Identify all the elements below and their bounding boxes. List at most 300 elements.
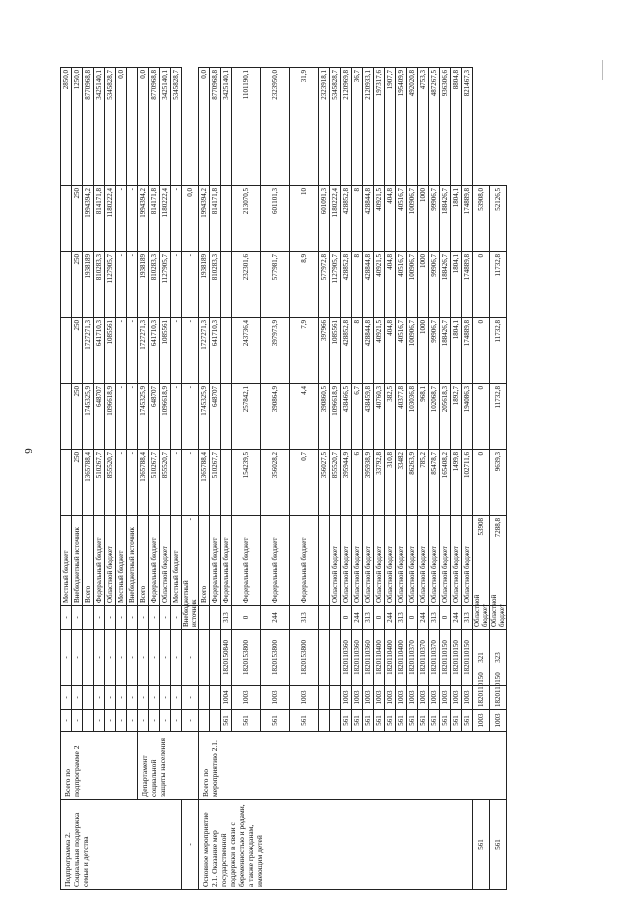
target-article-cell xyxy=(210,630,221,686)
expense-type-cell: - xyxy=(127,606,138,630)
year2-cell: 1096618,9 xyxy=(160,384,171,450)
year2-cell: 1892,7 xyxy=(451,384,462,450)
section-cell: - xyxy=(182,710,199,732)
year3-cell: - xyxy=(116,318,127,384)
year5-cell: 11732,8 xyxy=(490,252,507,318)
funding-source-cell: Внебюджетный источник xyxy=(72,516,83,606)
section-cell: 1003 xyxy=(290,686,319,710)
year3-cell: 8 xyxy=(352,318,363,384)
grbs-cell: - xyxy=(182,800,199,890)
section-cell: - xyxy=(127,686,138,710)
year4-cell: 232301,6 xyxy=(232,252,261,318)
year4-cell: - xyxy=(171,252,182,318)
year2-cell: 390860,5 xyxy=(319,384,330,450)
year1-cell: 1365788,4 xyxy=(138,450,149,516)
grbs-cell: 561 xyxy=(429,710,440,732)
section-cell: - xyxy=(160,686,171,710)
year1-cell: - xyxy=(171,450,182,516)
section-cell: - xyxy=(105,686,116,710)
target-article-cell: - xyxy=(149,630,160,686)
grbs-cell: 561 xyxy=(232,710,261,732)
year5-cell: 40921,5 xyxy=(374,186,385,252)
year4-cell: 1938189 xyxy=(138,252,149,318)
year3-cell: 1000 xyxy=(418,318,429,384)
funding-source-cell: Всего xyxy=(83,516,94,606)
year1-cell: - xyxy=(127,450,138,516)
year5-cell: - xyxy=(171,186,182,252)
expense-type-cell: 313 xyxy=(429,606,440,630)
year1-cell: 250 xyxy=(72,450,83,516)
year5-cell: 1180222,4 xyxy=(160,186,171,252)
total-cell xyxy=(127,68,138,186)
total-cell: 0,0 xyxy=(199,68,210,186)
funding-source-cell: Федеральный бюджет xyxy=(221,516,232,606)
year2-cell: 257842,1 xyxy=(232,384,261,450)
grbs-cell: 561 xyxy=(374,710,385,732)
year2-cell: 40760,3 xyxy=(374,384,385,450)
section-cell xyxy=(83,686,94,710)
year1-cell: 510267,7 xyxy=(149,450,160,516)
year5-cell: 8 xyxy=(352,186,363,252)
expense-type-cell xyxy=(199,606,210,630)
year5-cell: 99906,7 xyxy=(429,186,440,252)
executor-name-cell: Всего по мероприятию 2.1. xyxy=(199,732,507,800)
year4-cell: 810283,3 xyxy=(94,252,105,318)
total-cell: 492020,8 xyxy=(407,68,418,186)
year2-cell: 40377,8 xyxy=(396,384,407,450)
expense-type-cell: 244 xyxy=(385,606,396,630)
year2-cell: 194086,3 xyxy=(462,384,473,450)
year1-cell: 1499,8 xyxy=(451,450,462,516)
year1-cell: 855520,7 xyxy=(105,450,116,516)
year5-cell: 1804,1 xyxy=(451,186,462,252)
target-article-cell: - xyxy=(138,630,149,686)
funding-source-cell: Федеральный бюджет xyxy=(290,516,319,606)
year2-cell: 1096618,9 xyxy=(105,384,116,450)
total-cell: 0,0 xyxy=(182,186,199,252)
funding-source-cell: Областной бюджет xyxy=(396,516,407,606)
funding-source-cell: Местный бюджет xyxy=(171,516,182,606)
section-cell: 1003 xyxy=(352,686,363,710)
year5-cell: 10 xyxy=(290,186,319,252)
funding-source-cell: Областной бюджет xyxy=(341,516,352,606)
section-cell: - xyxy=(171,686,182,710)
funding-source-cell: Областной бюджет xyxy=(451,516,462,606)
total-cell: 1907,7 xyxy=(385,68,396,186)
expense-type-cell: - xyxy=(72,606,83,630)
expense-type-cell: 0 xyxy=(374,606,385,630)
target-article-cell: - xyxy=(105,630,116,686)
total-cell: 8770968,8 xyxy=(210,68,221,186)
year2-cell: 250 xyxy=(72,384,83,450)
target-article-cell: 1820110360 xyxy=(341,630,352,686)
expense-type-cell: - xyxy=(61,606,72,630)
year1-cell: 86263,9 xyxy=(407,450,418,516)
year1-cell: 102711,6 xyxy=(462,450,473,516)
year2-cell: 1096618,9 xyxy=(330,384,341,450)
total-cell: 197317,6 xyxy=(374,68,385,186)
funding-source-cell: Областной бюджет xyxy=(473,606,490,630)
section-cell: - xyxy=(138,686,149,710)
grbs-cell: - xyxy=(171,710,182,732)
year4-cell: 1127905,7 xyxy=(160,252,171,318)
funding-source-cell: Областной бюджет xyxy=(330,516,341,606)
section-cell: 1003 xyxy=(462,686,473,710)
year2-cell: 1745325,9 xyxy=(83,384,94,450)
grbs-cell: - xyxy=(138,710,149,732)
year4-cell: - xyxy=(127,252,138,318)
section-cell: 1003 xyxy=(440,686,451,710)
expense-type-cell: 0 xyxy=(341,606,352,630)
expense-type-cell: - xyxy=(171,606,182,630)
year1-cell: 1365788,4 xyxy=(199,450,210,516)
year2-cell: 1745325,9 xyxy=(199,384,210,450)
target-article-cell: 1820110400 xyxy=(396,630,407,686)
grbs-cell: 561 xyxy=(221,710,232,732)
total-cell: 31,9 xyxy=(290,68,319,186)
year4-cell: 1938189 xyxy=(199,252,210,318)
year3-cell: 1727271,3 xyxy=(199,318,210,384)
year5-cell: 814171,8 xyxy=(210,186,221,252)
target-article-cell: - xyxy=(182,686,199,710)
target-article-cell: 1820110370 xyxy=(407,630,418,686)
grbs-cell: 561 xyxy=(352,710,363,732)
grbs-cell xyxy=(83,710,94,732)
year3-cell: - xyxy=(127,318,138,384)
year2-cell: 103036,8 xyxy=(407,384,418,450)
target-article-cell: 1820110360 xyxy=(363,630,374,686)
section-cell: 1003 xyxy=(363,686,374,710)
funding-source-cell: Областной бюджет xyxy=(352,516,363,606)
target-article-cell: 1820110150 xyxy=(473,686,490,710)
expense-type-cell: 244 xyxy=(352,606,363,630)
year3-cell: - xyxy=(182,384,199,450)
year2-cell: 390864,9 xyxy=(261,384,290,450)
expense-type-cell: 313 xyxy=(396,606,407,630)
year5-cell: 1994394,2 xyxy=(138,186,149,252)
total-cell: 821467,3 xyxy=(462,68,473,186)
grbs-cell: 561 xyxy=(396,710,407,732)
year1-cell: 356028,2 xyxy=(261,450,290,516)
total-cell: 5345828,7 xyxy=(105,68,116,186)
expense-type-cell: 313 xyxy=(290,606,319,630)
expense-type-cell: 321 xyxy=(473,630,490,686)
rotated-table-layer xyxy=(60,68,580,890)
year5-cell: - xyxy=(127,186,138,252)
grbs-cell: - xyxy=(94,710,105,732)
section-cell: 1003 xyxy=(396,686,407,710)
year4-cell: 1127905,7 xyxy=(105,252,116,318)
year2-cell: - xyxy=(127,384,138,450)
year1-cell: 6 xyxy=(352,450,363,516)
year4-cell xyxy=(61,252,72,318)
target-article-cell: 1820153800 xyxy=(290,630,319,686)
expense-type-cell xyxy=(330,606,341,630)
year3-cell: 428852,8 xyxy=(341,318,352,384)
year5-cell: 1180222,4 xyxy=(105,186,116,252)
expense-type-cell: - xyxy=(182,630,199,686)
target-article-cell: - xyxy=(72,630,83,686)
year3-cell: 641710,3 xyxy=(149,318,160,384)
funding-source-cell: Всего xyxy=(138,516,149,606)
grbs-cell: 561 xyxy=(451,710,462,732)
year4-cell: 8 xyxy=(352,252,363,318)
target-article-cell: - xyxy=(61,630,72,686)
section-cell: 1003 xyxy=(490,710,507,732)
target-article-cell: - xyxy=(116,630,127,686)
target-article-cell: 1820110400 xyxy=(374,630,385,686)
year2-cell: 648707 xyxy=(210,384,221,450)
year2-cell: 102068,7 xyxy=(429,384,440,450)
year5-cell: 814171,8 xyxy=(94,186,105,252)
target-article-cell xyxy=(199,630,210,686)
section-cell: - xyxy=(116,686,127,710)
section-cell: 1003 xyxy=(473,710,490,732)
grbs-cell: 561 xyxy=(385,710,396,732)
grbs-cell: 561 xyxy=(341,710,352,732)
year3-cell: 11732,8 xyxy=(490,384,507,450)
grbs-cell: 561 xyxy=(490,800,507,890)
funding-source-cell: Федеральный бюджет xyxy=(210,516,221,606)
total-cell: 1101190,1 xyxy=(232,68,261,186)
year5-cell: 428844,8 xyxy=(363,186,374,252)
section-cell: - xyxy=(94,686,105,710)
year5-cell: 601101,3 xyxy=(261,186,290,252)
year5-cell: 1994394,2 xyxy=(199,186,210,252)
year3-cell xyxy=(61,318,72,384)
total-cell: 0,0 xyxy=(116,68,127,186)
year3-cell: 40921,5 xyxy=(374,318,385,384)
target-article-cell xyxy=(83,630,94,686)
year5-cell: 814171,8 xyxy=(149,186,160,252)
expense-type-cell: - xyxy=(94,606,105,630)
expense-type-cell: 313 xyxy=(221,606,232,630)
funding-source-cell: Областной бюджет xyxy=(407,516,418,606)
grbs-cell: 561 xyxy=(473,800,490,890)
section-cell: 1003 xyxy=(232,686,261,710)
total-cell: 1250,0 xyxy=(72,68,83,186)
funding-source-cell: Местный бюджет xyxy=(61,516,72,606)
year3-cell: 641710,3 xyxy=(210,318,221,384)
section-cell xyxy=(319,686,330,710)
year4-cell: 11732,8 xyxy=(490,318,507,384)
year4-cell: 577972,8 xyxy=(319,252,330,318)
total-cell: 8770968,8 xyxy=(149,68,160,186)
funding-source-cell: Федеральный бюджет xyxy=(261,516,290,606)
year1-cell: 510267,7 xyxy=(210,450,221,516)
section-cell: - xyxy=(72,686,83,710)
year1-cell: 310,8 xyxy=(385,450,396,516)
year5-cell: 1180222,4 xyxy=(330,186,341,252)
expense-type-cell xyxy=(83,606,94,630)
year1-cell: 154239,5 xyxy=(232,450,261,516)
expense-type-cell: - xyxy=(105,606,116,630)
year1-cell: 395944,9 xyxy=(341,450,352,516)
year1-cell: 0,7 xyxy=(290,450,319,516)
year4-cell: 250 xyxy=(72,252,83,318)
target-article-cell: 1820110150 xyxy=(440,630,451,686)
funding-source-cell: Областной бюджет xyxy=(385,516,396,606)
section-cell: 1003 xyxy=(418,686,429,710)
expense-type-cell xyxy=(210,606,221,630)
year5-cell: 428852,8 xyxy=(341,186,352,252)
funding-source-cell: Областной бюджет xyxy=(374,516,385,606)
year2-cell: - xyxy=(171,384,182,450)
year3-cell: 1727271,3 xyxy=(83,318,94,384)
year4-cell: 100906,7 xyxy=(407,252,418,318)
section-cell: 1003 xyxy=(451,686,462,710)
year2-cell: - xyxy=(116,384,127,450)
year4-cell: 40921,5 xyxy=(374,252,385,318)
year5-cell: 100906,7 xyxy=(407,186,418,252)
grbs-cell: 561 xyxy=(290,710,319,732)
total-cell: 487267,5 xyxy=(429,68,440,186)
section-cell: 1003 xyxy=(429,686,440,710)
total-cell: 3425140,1 xyxy=(221,68,232,186)
section-cell: 1003 xyxy=(374,686,385,710)
total-cell: 0,0 xyxy=(138,68,149,186)
total-cell: 195409,9 xyxy=(396,68,407,186)
year3-cell: 1804,1 xyxy=(451,318,462,384)
grbs-cell: 561 xyxy=(261,710,290,732)
target-article-cell: 1820110400 xyxy=(385,630,396,686)
funding-source-cell: Областной бюджет xyxy=(462,516,473,606)
grbs-cell: - xyxy=(160,710,171,732)
year1-cell: 855520,7 xyxy=(160,450,171,516)
section-cell: - xyxy=(61,686,72,710)
year3-cell: 1085561 xyxy=(105,318,116,384)
target-article-cell xyxy=(319,630,330,686)
expense-type-cell: - xyxy=(149,606,160,630)
funding-source-cell: Федеральный бюджет xyxy=(149,516,160,606)
target-article-cell: 1820153800 xyxy=(261,630,290,686)
year5-cell: - xyxy=(116,186,127,252)
year2-cell: 382,5 xyxy=(385,384,396,450)
funding-source-cell: Внебюджетный источник xyxy=(127,516,138,606)
budget-table xyxy=(60,67,507,890)
year2-cell: 4,4 xyxy=(290,384,319,450)
year3-cell: 7,9 xyxy=(290,318,319,384)
year1-cell: 855520,7 xyxy=(330,450,341,516)
target-article-cell: - xyxy=(127,630,138,686)
expense-type-cell: 244 xyxy=(418,606,429,630)
target-article-cell: - xyxy=(94,630,105,686)
grbs-cell: - xyxy=(116,710,127,732)
year1-cell: 395938,9 xyxy=(363,450,374,516)
year5-cell: 1000 xyxy=(418,186,429,252)
grbs-cell: 561 xyxy=(363,710,374,732)
target-article-cell: 1820150840 xyxy=(221,630,232,686)
funding-source-cell: Федеральный бюджет xyxy=(232,516,261,606)
program-name-cell: Подпрограмма 2. Социальная поддержка семьи и детства xyxy=(61,800,182,890)
total-cell: 8770968,8 xyxy=(83,68,94,186)
year4-cell: 1938189 xyxy=(83,252,94,318)
expense-type-cell: 0 xyxy=(407,606,418,630)
target-article-cell xyxy=(330,630,341,686)
year3-cell: 1727271,3 xyxy=(138,318,149,384)
year4-cell: - xyxy=(182,318,199,384)
section-cell: 1003 xyxy=(341,686,352,710)
year5-cell: 213070,5 xyxy=(232,186,261,252)
year4-cell: 404,8 xyxy=(385,252,396,318)
margin-mark xyxy=(602,60,603,80)
year1-cell xyxy=(61,450,72,516)
page-number: 6 xyxy=(22,448,34,454)
expense-type-cell: - xyxy=(138,606,149,630)
year5-cell: 0 xyxy=(473,252,490,318)
year1-cell xyxy=(221,450,232,516)
year4-cell xyxy=(221,252,232,318)
executor-name-cell: Всего по подпрограмме 2 xyxy=(61,732,138,800)
year1-cell: - xyxy=(182,516,199,606)
year4-cell: 1127905,7 xyxy=(330,252,341,318)
target-article-cell: 1820110150 xyxy=(451,630,462,686)
budget-table-container xyxy=(60,68,580,890)
section-cell xyxy=(330,686,341,710)
year5-cell: 1994394,2 xyxy=(83,186,94,252)
year4-cell: 174889,8 xyxy=(462,252,473,318)
grbs-cell: - xyxy=(105,710,116,732)
grbs-cell: 561 xyxy=(407,710,418,732)
year1-cell: 85478,7 xyxy=(429,450,440,516)
year2-cell: 648707 xyxy=(94,384,105,450)
expense-type-cell: 244 xyxy=(261,606,290,630)
year5-cell: 174889,8 xyxy=(462,186,473,252)
total-cell: 8804,8 xyxy=(451,68,462,186)
year4-cell: 40516,7 xyxy=(396,252,407,318)
year2-cell: 648707 xyxy=(149,384,160,450)
expense-type-cell: 0 xyxy=(440,606,451,630)
funding-source-cell: Всего xyxy=(199,516,210,606)
section-cell xyxy=(199,686,210,710)
year4-cell: 428844,8 xyxy=(363,252,374,318)
year4-cell: 428852,8 xyxy=(341,252,352,318)
target-article-cell: 1820110370 xyxy=(418,630,429,686)
program-name-cell: Основное мероприятие 2.1. Оказание мер государственной поддержки в связи с беременностью и родами, а также гражданам, имеющим детей xyxy=(199,800,473,890)
executor-name-cell: Департамент социальной защиты населения xyxy=(138,732,199,800)
year1-cell: 53908 xyxy=(473,516,490,606)
section-cell xyxy=(210,686,221,710)
table-row xyxy=(138,68,149,890)
year4-cell: - xyxy=(116,252,127,318)
expense-type-cell: 313 xyxy=(363,606,374,630)
year2-cell: 438459,8 xyxy=(363,384,374,450)
year2-cell xyxy=(221,384,232,450)
year4-cell: 810283,3 xyxy=(210,252,221,318)
year2-cell: 9639,3 xyxy=(490,450,507,516)
year5-cell: 404,8 xyxy=(385,186,396,252)
expense-type-cell: - xyxy=(160,606,171,630)
year3-cell: 404,8 xyxy=(385,318,396,384)
budget-table-body xyxy=(61,68,507,890)
funding-source-cell: Областной бюджет xyxy=(429,516,440,606)
year4-cell: 577981,7 xyxy=(261,252,290,318)
year2-cell: 6,7 xyxy=(352,384,363,450)
target-article-cell: 1820153800 xyxy=(232,630,261,686)
year3-cell: 397966 xyxy=(319,318,330,384)
year3-cell: 99906,7 xyxy=(429,318,440,384)
grbs-cell: - xyxy=(61,710,72,732)
year3-cell: 1085561 xyxy=(330,318,341,384)
year1-cell: 33482 xyxy=(396,450,407,516)
year3-cell: 428844,8 xyxy=(363,318,374,384)
year3-cell: 243736,4 xyxy=(232,318,261,384)
grbs-cell: - xyxy=(127,710,138,732)
year3-cell: 0 xyxy=(473,384,490,450)
year2-cell: 205618,3 xyxy=(440,384,451,450)
year3-cell: 641710,3 xyxy=(94,318,105,384)
target-article-cell: 1820110150 xyxy=(462,630,473,686)
